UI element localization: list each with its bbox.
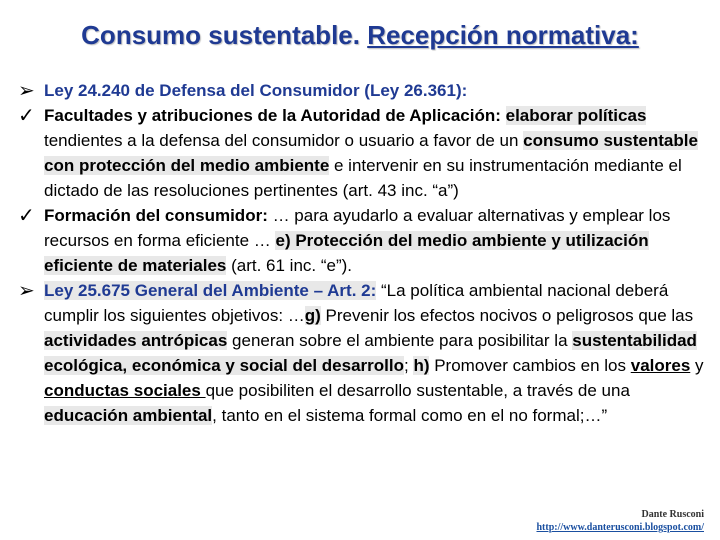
text-segment: valores	[630, 356, 691, 375]
text-segment: conductas sociales	[44, 381, 206, 400]
list-item-text	[44, 103, 714, 203]
text-segment: “La política ambiental nacional deberá cumplir los siguientes objetivos: …	[44, 281, 669, 325]
check-bullet-icon: ✓	[18, 103, 35, 127]
text-segment: Promover cambios en los	[429, 356, 631, 375]
text-segment: que posibiliten el desarrollo sustentable, a través de una	[205, 381, 630, 400]
text-segment: sustentabilidad ecológica, económica y social del desarrollo	[44, 331, 697, 375]
title-part-2: Recepción normativa:	[367, 20, 639, 50]
text-segment: e intervenir en su instrumentación mediante el dictado de las resoluciones pertinentes (art. 43 inc. “a”)	[44, 156, 682, 200]
text-segment: , tanto en el sistema formal como en el no formal;…”	[212, 406, 608, 425]
text-segment: … para ayudarlo a evaluar alternativas y emplear los recursos en forma eficiente …	[44, 206, 671, 250]
text-segment: educación ambiental	[44, 406, 213, 425]
check-bullet-icon: ✓	[18, 203, 35, 227]
list-item	[18, 103, 714, 203]
slide-title	[0, 20, 720, 51]
author-name: Dante Rusconi	[641, 509, 704, 520]
text-segment: generan sobre el ambiente para posibilitar la	[227, 331, 573, 350]
list-item	[18, 278, 714, 428]
list-item-text	[44, 78, 714, 103]
text-segment: g)	[304, 306, 321, 325]
text-segment: Ley 25.675 General del Ambiente – Art. 2:	[44, 281, 377, 300]
list-item	[18, 78, 714, 103]
text-segment: actividades antrópicas	[44, 331, 228, 350]
list-item-text	[44, 203, 714, 278]
list-item	[18, 203, 714, 278]
list-item-text	[44, 278, 714, 428]
text-segment: e) Protección del medio ambiente y utilización eficiente de materiales	[44, 231, 649, 275]
text-segment: tendientes a la defensa del consumidor o usuario a favor de un	[44, 131, 524, 150]
text-segment: (art. 61 inc. “e”).	[226, 256, 353, 275]
arrow-bullet-icon: ➢	[18, 278, 35, 302]
text-segment: Prevenir los efectos nocivos o peligrosos que las	[320, 306, 694, 325]
text-segment: h)	[413, 356, 430, 375]
bullet-list	[18, 78, 714, 428]
text-segment: consumo sustentable con protección del medio ambiente	[44, 131, 698, 175]
author-url-link[interactable]: http://www.danterusconi.blogspot.com/	[536, 522, 704, 533]
text-segment: Ley 24.240 de Defensa del Consumidor (Ley 26.361):	[44, 81, 468, 100]
text-segment: Formación del consumidor:	[44, 206, 268, 225]
text-segment: y	[690, 356, 704, 375]
text-segment: elaborar políticas	[505, 106, 647, 125]
title-part-1: Consumo sustentable.	[81, 20, 368, 50]
text-segment: Facultades y atribuciones de la Autoridad de Aplicación:	[44, 106, 506, 125]
arrow-bullet-icon: ➢	[18, 78, 35, 102]
author-credit	[536, 508, 704, 534]
text-segment: ;	[403, 356, 414, 375]
